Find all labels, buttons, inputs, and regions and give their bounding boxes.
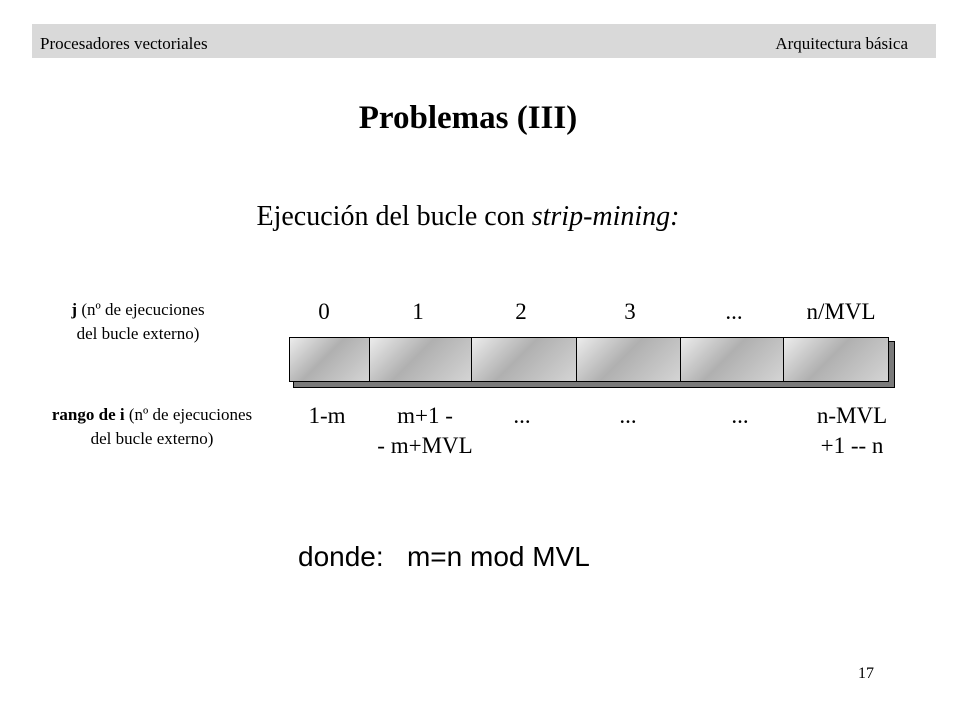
strip-segment [681,338,785,381]
i-range-line1: ... [513,403,531,428]
header-course-title: Procesadores vectoriales [40,34,208,53]
strip-segment [784,338,888,381]
j-label-line2: del bucle externo) [76,324,200,343]
i-range-line2: - m+MVL [377,433,473,458]
subtitle-emphasis: strip-mining: [531,201,680,232]
i-range [731,401,748,431]
i-range [377,401,472,461]
slide-subtitle [0,200,936,234]
strip-segment [577,338,681,381]
header-section-title: Arquitectura básica [775,34,908,53]
strip-segment [290,338,370,381]
page-number: 17 [858,665,874,682]
i-range [513,401,530,431]
j-label-rest: (nº de ejecuciones [77,300,205,319]
i-range [619,401,636,431]
formula-text: donde: m=n mod MVL [298,541,590,572]
i-range-line1: ... [731,403,749,428]
i-range [817,401,887,461]
j-value: 2 [515,299,527,324]
range-label-bold: rango de i [51,405,125,424]
i-range-line1: ... [619,403,637,428]
strip-segment [370,338,473,381]
j-axis-label [30,298,246,346]
j-value: 1 [412,299,424,324]
j-label-bold: j [71,300,78,319]
i-range-line1: m+1 - [397,403,453,428]
strip-vector [289,337,889,382]
range-label-rest: (nº de ejecuciones [124,405,253,424]
j-value: 0 [318,299,330,324]
j-value: n/MVL [806,299,876,324]
slide-title: Problemas (III) [358,100,578,136]
range-axis-label [8,403,296,451]
subtitle-text: Ejecución del bucle con [256,201,532,232]
i-range-line1: n-MVL [816,403,888,428]
j-value: ... [725,299,743,324]
i-range-line2: +1 -- n [820,433,884,458]
strip-segment [472,338,577,381]
range-label-line2: del bucle externo) [90,429,214,448]
i-range-line1: 1-m [308,403,346,428]
j-value: 3 [624,299,636,324]
i-range [308,401,345,431]
header-bar [32,24,936,58]
